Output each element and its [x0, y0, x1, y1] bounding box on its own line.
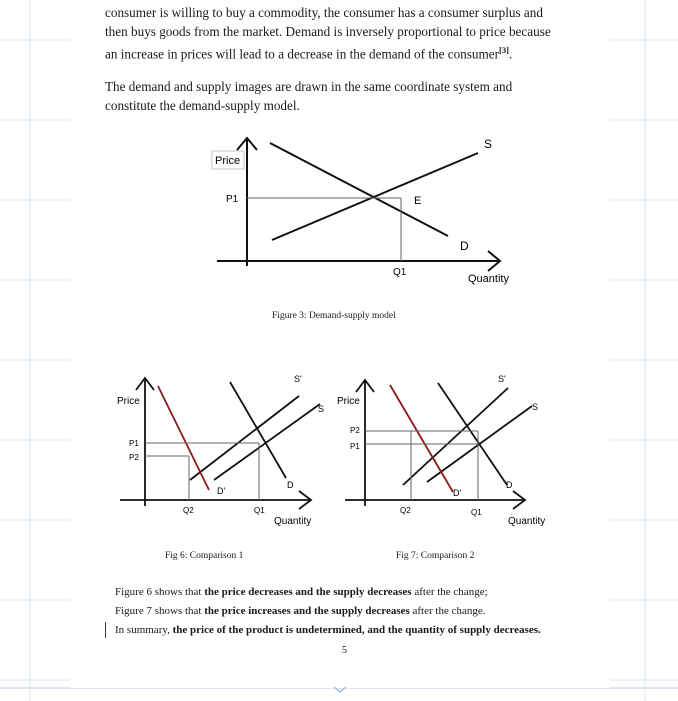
fig6-p1-label: P1	[129, 439, 139, 448]
paragraph-demand-supply	[105, 78, 571, 115]
fig6-sprime-label: S'	[294, 374, 302, 384]
para2-line1: The demand and supply images are drawn in the same coordinate system and	[105, 79, 513, 94]
chevron-down-icon[interactable]	[333, 686, 347, 694]
document-page	[70, 0, 610, 688]
para1-end: .	[508, 46, 513, 62]
fig7-ylabel: Price	[337, 396, 360, 407]
summary-conclusion-bold: the price of the product is undetermined, and the quantity of supply decreases.	[172, 624, 541, 636]
summary-fig7-bold: the price increases and the supply decreases	[204, 605, 410, 617]
fig6-ylabel: Price	[117, 396, 140, 407]
summary-conclusion-line	[115, 624, 541, 636]
fig6-xlabel: Quantity	[274, 516, 312, 527]
figure7-comparison-chart	[332, 370, 547, 530]
summary-fig6-pre: Figure 6 shows that	[115, 586, 205, 598]
paragraph-consumer-surplus	[105, 4, 571, 64]
text-cursor	[105, 622, 106, 638]
figure3-caption: Figure 3: Demand-supply model	[272, 311, 396, 321]
summary-conclusion-pre: In summary,	[115, 624, 173, 636]
figure7-caption: Fig 7: Comparison 2	[396, 551, 475, 561]
para1-line3: an increase in prices will lead to a decrease in the demand of the consumer	[105, 46, 499, 62]
fig7-dprime-line	[390, 385, 453, 492]
fig7-p2-label: P2	[350, 426, 360, 435]
fig6-p2-label: P2	[129, 453, 139, 462]
summary-fig6-post: after the change;	[411, 586, 488, 598]
fig3-ylabel: Price	[215, 155, 241, 167]
fig6-dprime-line	[158, 386, 209, 490]
fig6-dprime-label: D'	[217, 486, 226, 496]
fig3-s-label: S	[484, 137, 493, 151]
para1-line2: then buys goods from the market. Demand is inversely proportional to price because	[105, 23, 551, 39]
fig3-e-label: E	[414, 195, 422, 207]
summary-fig6-bold: the price decreases and the supply decreases	[204, 586, 412, 598]
fig7-d-label: D	[506, 480, 513, 490]
fig7-s-label: S	[532, 402, 539, 412]
summary-fig7-post: after the change.	[409, 605, 486, 617]
page-number: 5	[342, 645, 347, 656]
para1-line1: consumer is willing to buy a commodity, the consumer has a consumer surplus and	[105, 5, 543, 20]
summary-fig7-pre: Figure 7 shows that	[115, 605, 205, 617]
fig3-demand-line	[270, 143, 448, 236]
fig7-sprime-label: S'	[498, 374, 506, 384]
citation-ref[interactable]: [3]	[499, 45, 509, 55]
para2-line2: constitute the demand-supply model.	[105, 97, 300, 113]
fig3-supply-line	[272, 153, 478, 240]
fig7-dprime-label: D'	[453, 488, 462, 498]
fig3-q1-label: Q1	[393, 267, 407, 278]
fig7-p1-label: P1	[350, 442, 360, 451]
figure6-comparison-chart	[115, 370, 325, 530]
fig6-q1-label: Q1	[254, 506, 265, 515]
figure3-demand-supply-chart	[190, 128, 520, 298]
summary-fig7-line	[115, 605, 486, 617]
fig6-s-label: S	[318, 404, 325, 414]
fig7-xlabel: Quantity	[508, 516, 546, 527]
fig6-d-label: D	[287, 480, 294, 490]
fig3-d-label: D	[460, 239, 469, 253]
fig6-sprime-line	[214, 404, 320, 480]
fig7-q2-label: Q2	[400, 506, 411, 515]
summary-fig6-line	[115, 586, 488, 598]
fig3-xlabel: Quantity	[468, 273, 509, 285]
figure6-caption: Fig 6: Comparison 1	[165, 551, 244, 561]
fig6-q2-label: Q2	[183, 506, 194, 515]
fig7-q1-label: Q1	[471, 508, 482, 517]
fig3-p1-label: P1	[226, 194, 239, 205]
fig7-sprime-line	[403, 388, 508, 485]
